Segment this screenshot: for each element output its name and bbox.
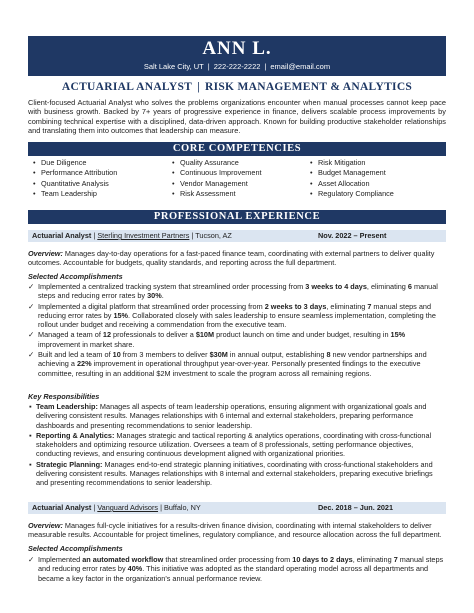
accomplishments-heading (28, 272, 446, 281)
competency-item: • Regulatory Compliance (310, 189, 446, 199)
competency-item: • Performance Attribution (33, 168, 169, 178)
accomplishment-item: ✓ Managed a team of 12 professionals to deliver a $10M product launch on time and under budget, resulting in 15% improvement in market share. (28, 330, 406, 349)
accomplishments-list (28, 555, 446, 584)
contact-location: Salt Lake City, UT (143, 62, 204, 71)
job-separator: | (93, 231, 96, 240)
overview-label: Overview: (28, 249, 63, 258)
responsibilities-list (28, 402, 446, 489)
competencies-grid (28, 158, 446, 199)
overview-text: Manages day-to-day operations for a fast-paced finance team, coordinating with external partners to deliver quality outcomes. Accountable for budgets, quality standards, and reporting across the full department. (28, 249, 435, 268)
accomplishment-item: ✓ Implemented a centralized tracking system that streamlined order processing from 3 weeks to 4 days, eliminating 6 manual steps and reducing error rates by 30%. (28, 282, 438, 301)
contact-line (28, 61, 446, 72)
contact-separator: | (264, 62, 267, 71)
competencies-column-3 (308, 158, 446, 199)
responsibilities-label: Key Responsibilities (28, 392, 100, 401)
competency-item: • Risk Assessment (172, 189, 308, 199)
candidate-name: ANN L. (202, 38, 272, 59)
job-separator: | (191, 231, 194, 240)
competencies-column-1 (28, 158, 169, 199)
header-banner (28, 36, 446, 76)
responsibilities-heading (28, 392, 446, 401)
check-icon: ✓ (28, 350, 35, 360)
overview-text: Manages full-cycle initiatives for a results-driven finance division, coordinating with internal stakeholders to deliver measurable results. Accountable for project timelines, regulatory compliance, and resource allocation across the full department. (28, 521, 442, 540)
accomplishments-label: Selected Accomplishments (28, 272, 123, 281)
contact-email[interactable]: email@email.com (270, 62, 331, 71)
job-overview (28, 521, 446, 540)
headline (28, 80, 446, 94)
accomplishments-list (28, 282, 446, 379)
competency-item: • Asset Allocation (310, 179, 446, 189)
headline-separator: | (197, 81, 200, 93)
responsibility-item: ▪ Strategic Planning: Manages end-to-end strategic planning initiatives, coordinating with cross-functional stakeholders and delivering consistent results. Manages relationships with 8 internal and external stakeholders, preparing executive briefings and presenting recommendations to senior leadership. (29, 459, 433, 488)
competency-item: • Budget Management (310, 168, 446, 178)
headline-specialty: RISK MANAGEMENT & ANALYTICS (204, 81, 413, 93)
check-icon: ✓ (28, 301, 35, 311)
competency-item: • Continuous Improvement (172, 168, 308, 178)
overview-label: Overview: (28, 521, 63, 530)
bullet-icon: ▪ (29, 402, 32, 411)
competencies-column-2 (169, 158, 308, 199)
job-separator: | (93, 503, 96, 512)
check-icon: ✓ (28, 282, 35, 291)
contact-separator: | (207, 62, 210, 71)
headline-title: ACTUARIAL ANALYST (61, 81, 193, 93)
job-dates: Dec. 2018 – Jun. 2021 (318, 503, 394, 512)
job-title: Actuarial Analyst (32, 503, 92, 512)
competencies-heading: CORE COMPETENCIES (28, 142, 446, 156)
bullet-icon: ▪ (29, 430, 32, 440)
accomplishments-heading (28, 544, 446, 553)
competency-item: • Quality Assurance (172, 158, 308, 168)
job-title-line (32, 230, 232, 242)
job-title: Actuarial Analyst (32, 231, 92, 240)
experience-heading: PROFESSIONAL EXPERIENCE (28, 210, 446, 224)
company-link[interactable]: Vanguard Advisors (97, 503, 159, 512)
responsibility-item: ▪ Team Leadership: Manages all aspects of team leadership operations, ensuring alignment with organizational goals and delivering consistent results. Manages relationships with 6 internal and external stakeholders, preparing performance dashboards and presenting recommendations to senior leadership. (29, 402, 427, 430)
job-header (28, 502, 446, 514)
job-title-line (32, 502, 201, 514)
accomplishment-item: ✓ Implemented a digital platform that streamlined order processing from 2 weeks to 3 days, eliminating 7 manual steps and reducing error rates by 15%. Collaborated closely with sales leadership to ensure seamless implementation, completing the rollout under budget and receiving a commendation from the executive team. (28, 301, 436, 330)
accomplishment-item: ✓ Built and led a team of 10 from 3 members to deliver $30M in annual output, establishing 8 new vendor partnerships and achieving a 22% improvement in operational throughput year-over-year. Personally presented findings to the executive committee, resulting in an additional $2M investment to scale the program across all remaining regions. (28, 350, 427, 378)
job-dates: Nov. 2022 – Present (318, 231, 387, 240)
check-icon: ✓ (28, 330, 35, 340)
bullet-icon: ▪ (29, 459, 32, 469)
accomplishments-label: Selected Accomplishments (28, 544, 123, 553)
summary-paragraph: Client-focused Actuarial Analyst who solves the problems organizations encounter when manual processes cannot keep pace with business growth. Backed by 7+ years of progressive experience in finance, delivers scalable process improvements by combining technical expertise with a disciplined, data-driven approach. Known for building productive stakeholder relationships and translating them into outcomes that leadership can measure. (28, 98, 446, 135)
check-icon: ✓ (28, 555, 35, 564)
competency-item: • Risk Mitigation (310, 158, 446, 168)
responsibility-item: ▪ Reporting & Analytics: Manages strategic and tactical reporting & analytics operations, coordinating with cross-functional stakeholders and optimizing resource utilization. Oversees a team of 8 professionals, setting performance objectives, conducting reviews, and ensuring continuous development aligned with organizational priorities. (29, 430, 432, 459)
job-header (28, 230, 446, 242)
job-location: Tucson, AZ (195, 231, 232, 240)
job-location: Buffalo, NY (164, 503, 201, 512)
job-overview (28, 249, 446, 268)
contact-phone: 222-222-2222 (213, 62, 261, 71)
company-link[interactable]: Sterling Investment Partners (97, 231, 190, 240)
competency-item: • Due Diligence (33, 158, 169, 168)
accomplishment-item: ✓ Implemented an automated workflow that streamlined order processing from 10 days to 2 days, eliminating 7 manual steps and reducing error rates by 40%. This initiative was adopted as the standard operating model across all departments and became a key factor in the organization's annual performance review. (28, 555, 444, 583)
job-separator: | (160, 503, 162, 512)
competency-item: • Quantitative Analysis (33, 179, 169, 189)
competency-item: • Team Leadership (33, 189, 169, 199)
competency-item: • Vendor Management (172, 179, 308, 189)
